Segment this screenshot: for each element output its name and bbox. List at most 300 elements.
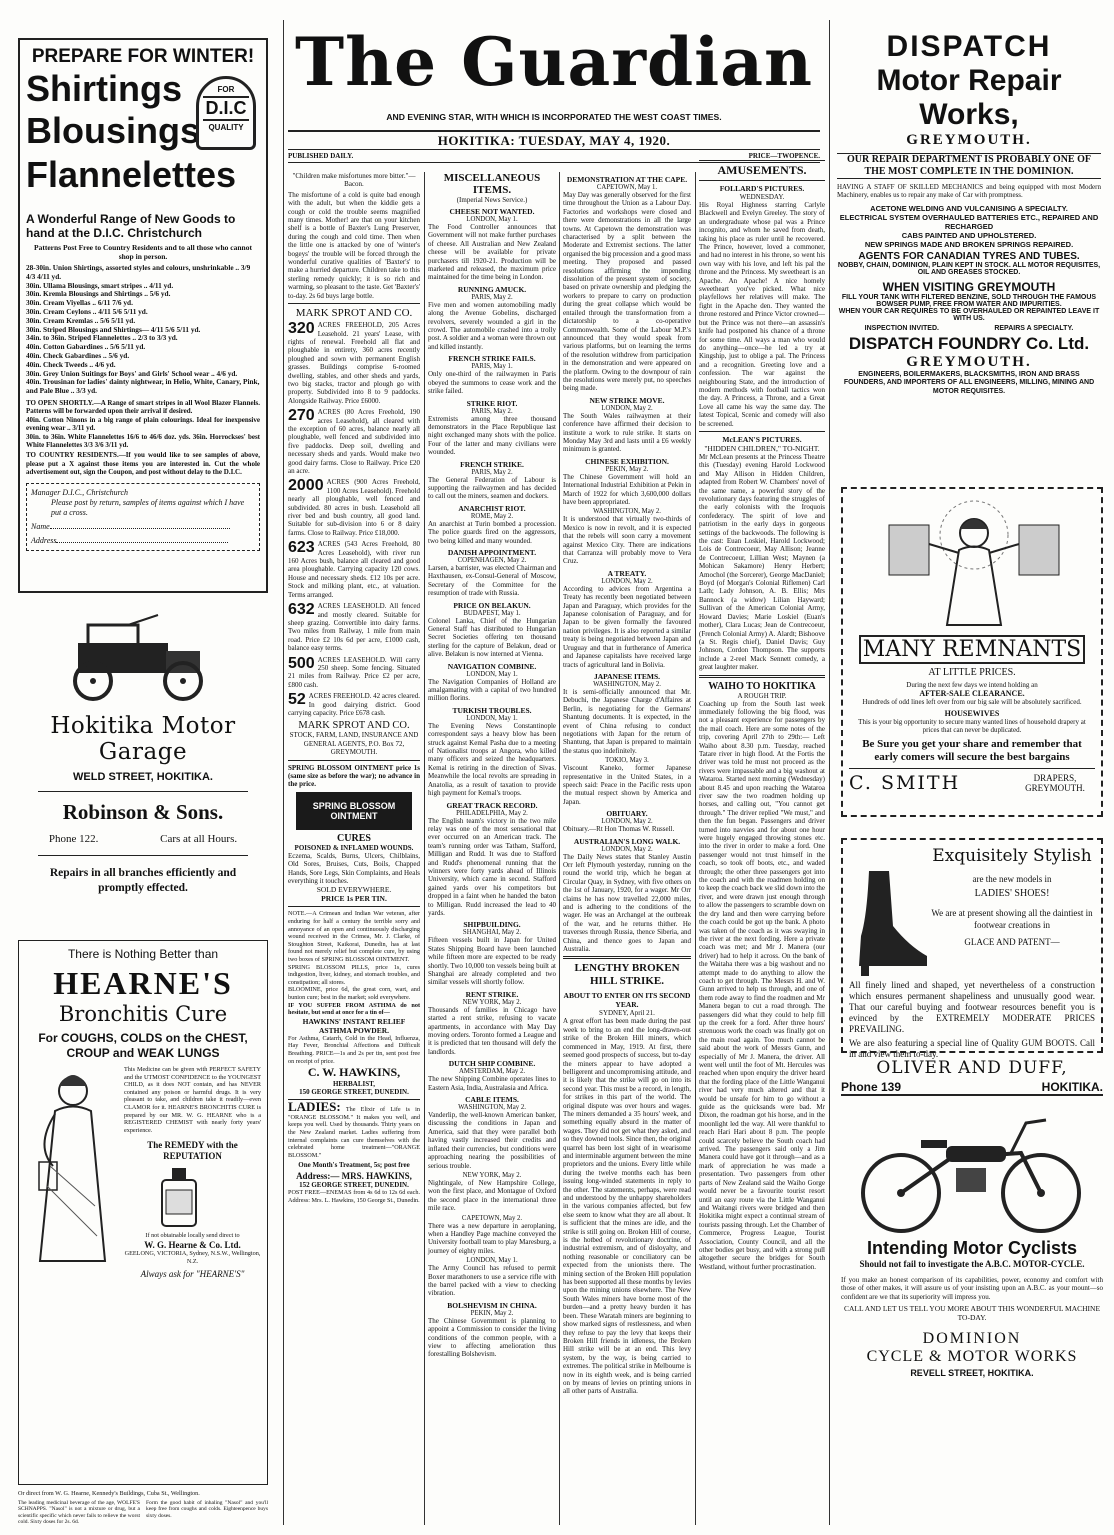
news-item [428,1059,556,1092]
hearne-order: Or direct from W. G. Hearne, Kennedy's Buildings, Cuba St., Wellington. [18,1490,200,1497]
dispatch-springs: NEW SPRINGS MADE AND BROKEN SPRINGS REPAIRED. [864,239,1074,249]
news-dateline: ROME, May 2. [470,512,514,520]
hawkins-body: For Asthma, Catarrh, Cold in the Head, Influenza, Hay Fever, Bronchial Affections and Difficult Breathing. PRICE—1s and 2s per tin, sent post free on receipt of price. [288,1034,420,1065]
news-text: It is semi-officially announced that Mr. Debuchi, the Japanese Charge d'Affaires at Berlin, is negotiating for the Germans' Shantung documents. It is expected, in the event of China refusing to conduct negotiations with Japan for the return of Shantung, that Japan is prepared to maintain the status quo indefinitely. [563,687,691,755]
bloomine-note: BLOOMINE, price 6d, the great corn, wart, and bunion cure; best in the market; sold everywhere. [288,986,420,1001]
news-item [563,175,691,393]
fullards-day: WEDNESDAY. [739,193,785,201]
land-listing [288,321,420,405]
news-dateline: LONDON, May 1. [466,216,518,223]
misc-service: (Imperial News Service.) [456,196,528,204]
dic-price-line: 40in. Check Gabardines .. 5/6 yd. [26,350,130,360]
news-item [428,460,556,501]
news-dateline: PARIS, May 2. [471,468,513,476]
news-dateline: BUDAPEST, May 1. [463,609,521,617]
news-text: Larsen, a barrister, was elected Chairman and Haxthausen, ex-Consul-General of Moscow, Secretary of the Committee for the resumption of trade with Russia. [428,563,556,598]
news-headline: BOLSHEVISM IN CHINA. [447,1300,537,1310]
baxter-quote: "Children make misfortunes more bitter."—Bacon. [292,172,416,189]
abc-address: REVELL STREET, HOKITIKA. [910,1368,1034,1379]
news-item [563,396,691,454]
lengthy-head: LENGTHY BROKEN HILL STRIKE. [574,962,680,988]
garage-advertisement [18,615,268,915]
dic-price-line: 30in. Striped Blousings and Shirtings— 4/11 5/6 5/11 yd. [26,324,201,334]
hearne-intro: There is Nothing Better than [67,947,219,961]
news-item [428,801,556,918]
dispatch-acetone: ACETONE WELDING AND VULCANISING A SPECIALTY. [870,203,1068,213]
news-headline: NAVIGATION COMBINE. [447,661,537,671]
land-acreage: 270 [288,407,315,425]
news-item [428,662,556,703]
sprot-title: MARK SPROT AND CO. [295,307,413,320]
dic-price-list [26,264,260,396]
news-text: Nightingale, of New Hampshire College, won the first place, and Montague of Oxford the second place in the international three mile race. [428,1178,556,1213]
smith-name: C. SMITH [849,771,961,794]
news-dateline: NEW YORK, May 2. [462,998,522,1006]
smith-drapers: DRAPERS, GREYMOUTH. [1025,772,1085,793]
abc-works: CYCLE & MOTOR WORKS [866,1348,1078,1366]
news-text: Viscount Kaneko, former Japanese representative in the United States, in a speech said: Peace in the Pacific rests upon the mutual respect shown by America and Japan. [563,764,691,806]
oliver-name: OLIVER AND DUFF, [876,1058,1068,1078]
dispatch-fill: FILL YOUR TANK WITH FILTERED BENZINE, SOLD THROUGH THE FAMOUS BOWSER PUMP, FREE FROM WATER AND IMPURITIES. [841,293,1097,308]
news-headline: CHINESE EXHIBITION. [585,456,669,466]
abc-call: CALL AND LET US TELL YOU MORE ABOUT THIS WONDERFUL MACHINE TO-DAY. [843,1304,1101,1323]
news-headline: RUNNING AMUCK. [457,284,527,294]
dic-country: TO COUNTRY RESIDENTS.—If you would like to see samples of above, please put a X against those items you are interested in. Cut the whole advertisement out, sign the Coupon, and post without delay to the D.I.C. [26,451,260,477]
dic-price-line: 30in. Cream Kremlas .. 5/6 5/11 yd. [26,315,136,325]
land-listing [288,692,420,717]
woman-illustration [25,1066,120,1279]
ladies-body: The Elixir of Life is in "ORANGE BLOSSOM." It makes you well, and keeps you well. Used by thousands. Thirty years on the New Zealand market. Ladies suffering from internal complaints can cure themselves with the celebrated home treatment—"ORANGE BLOSSOM." [288,1106,420,1159]
news-headline: CHEESE NOT WANTED. [449,207,535,216]
lengthy-text: A great effort has been made during the past week to bring to an end the long-drawn-out strike of the Broken Hill miners, which commenced in May, 1919. At first, there seemed good prospects of success, but to-day the miners appear to have adopted a belligerent and uncompromising attitude, and it is likely that the strike will go on into its second year. This must be a record, in length, for strikes in this part of the world. The original dispute was over hours and wages. The miners demanded a 35 hours' week, and something equally absurd in the matter of wages. They did not get what they asked, and so they downed tools. Since then, the original quarrel has been lost sight of in wearisome and interminable argument between the mine proprietors and the unions. Every little while during the twelve months each has been issuing long-winded statements in reply to the other. The statements, perhaps, were read and understood by the unhappy shareholders in the various companies affected, but few else seem to know what they are all about. It is sufficient that the mines are idle, and the strike is still going on. Broken Hill of course, is the hotbed of revolutionary doctrine, of industrial extremism, and of disloyalty, and nothing reasonable or conciliatory can be expected from the unionists there. The mining section of the Broken Hill population has been supported all these months by levies upon the mining unions elsewhere. The New South Wales miners have borne most of the burden—and a pretty heavy burden it has been. These Waratah miners are beginning to show marked signs of restlessness, and when they refuse to pay the levy that keeps their Broken Hill friends in idleness, the Broken Hill strike will be at an end. This levy system, by the way, is being carried to extremes. The political strike in Melbourne is now in its eighth week, and is being carried on by means of levies on printing unions in all other parts of Australia. [563,1017,691,1396]
dispatch-staff: HAVING A STAFF OF SKILLED MECHANICS and being equipped with most Modern Machinery, enables us to repair any make of Car with promptness. [837,183,1101,200]
car-illustration [48,615,268,705]
land-acreage: 52 [288,691,306,709]
oliver-glace: GLACE AND PATENT— [964,937,1060,947]
fullards-text: His Royal Highness starring Carlyle Blackwell and Evelyn Greeley. The story of an undergraduate whose pal was a Prince incognito, and whom he saved from death, taking his place as ruler until he recovered. The Prince, however, loved a commoner, and had no interest in his throne, so went his own way with his love, and left his pal the throne and the Princess. My sweetheart is an Apache. An Apache! A nice homely sweetheart you've picked. What nice playfellows her relatives will make. The fight in the Apache den. They wanted the throne restored and Prince Victor crowned—but the Prince was not there—an assassin's knife had postponed his chance of a throne for some time. All ways a man who would do anything—once—he led a try at Kingship, just to oblige a pal. The Princess and a recognition. Greeting love and a confession. The war against the neighbouring State, and the introduction of modern methods with football tactics won the day. A Princess, a Throne, and a Great Love all came his way the same day. The latest Topical, Scenic and comedy will also be screened. [699,201,825,428]
dic-price-line: 40in. Cotton Gabardines .. 5/6 5/11 yd. [26,342,146,352]
masthead-subtitle: AND EVENING STAR, WITH WHICH IS INCORPORATED THE WEST COAST TIMES. [386,112,722,122]
dic-range: A Wonderful Range of New Goods to hand at the D.I.C. Christchurch [26,212,236,240]
news-item [428,990,556,1056]
abc-body: If you make an honest comparison of its capabilities, power, economy and comfort with those of other makes, it will assure us of your insisting upon an A.B.C. as your mount—so confident are we that its superiority will impress you. [841,1276,1103,1301]
garage-phone: Phone 122. [48,833,99,845]
hearne-always: Always ask for "HEARNE'S" [140,1269,245,1280]
news-headline: FRENCH STRIKE FAILS. [448,354,536,364]
news-item [563,569,691,669]
dispatch-dept: OUR REPAIR DEPARTMENT IS PROBABLY ONE OF THE MOST COMPLETE IN THE DOMINION. [837,153,1101,179]
waiho-text: Coaching up from the South last week immediately following the big flood, was not a pleasant experience for passengers by the mail coach. Here are some notes of the trip, covering April 27th to 29th:— Left Waiho about 8.30 p.m. Tuesday, reached Tatare river in high flood. At the Fortis the driver was told he must not proceed as the rivers were impassable and a big washout at Wataroa. Started next morning (Wednesday) about 8.45 and upon reaching the Wataroa river saw the two roadmen holding up horses, and calling out, "You cannot get through." The driver replied "We must," and then the fun began. Passengers and driver turned into navvies and for about one hour were hugely engaged throwing stones etc. into the river in order to make a ford. One passenger would not trust himself in the coach, so took off boots, etc., and waded through; the other three passengers got into the coach and with the roadmen holding on to keep the coach back we slid down into the river, and were drawn just enough through to allow the passengers to scramble down on the dry land and then were carrying before the coach could be got up the bank. A photo was taken of the coach as it was swaying in the river at the next fording. Here a private coach was met; and Mr J. Manera (our driver) had to help it across. On the bank of the Waitaha there was a big washout and no attempt made to do anything to allow the coach to get through. The Messrs H. and W. Gunn arrived to help us through, and one of them rode away to find the roadmen and Mr Manera began to cut a road through. The passengers did what they could to help fill up the creek for a ford. After three hours' strenuous work the coach was finally got on the main road again. Too much cannot be said about the work of Messrs Gunn, and especially of Mr J. Manera, the driver. All went well until the foot of Mt. Hercules was reached when upon enquiry the driver heard that the fording place of the Little Wanganui river had very much altered and that it would be unsafe for him to go without a guide as the quicksands were bad. Mr Dixon, the roadman got his horse, and in the moonlight led the way. All were thankful to reach Hari Hari about 8 p.m. The people could scarcely believe the South coach had arrived. The passengers said only a Jim Manera could have got it through—and as a mark of appreciation he was made a presentation. Two passengers from other parts of New Zealand said the Waiho Gorge would never be a favourite tourist resort until an easy route via the Little Wanganui and Waitangi rivers were bridged and then Hokitika might expect a continual stream of tourists passing through. Let the Chamber of Commerce, Progress League, Tourist Association, County Council, and all the other bodies get busy, and with a strong pull altogether secure the bridges for South Westland, without further procrastination. [699,699,825,1271]
land-acreage: 500 [288,654,315,672]
dic-advertisement [18,38,268,593]
abc-sub: Should not fail to investigate the A.B.C. MOTOR-CYCLE. [859,1259,1085,1269]
news-item [428,285,556,351]
news-text: Thousands of families in Chicago have started a rent strike, refusing to vacate apartments, in accordance with May Day moving orders. Toronto formed a League and it is predicted that ten thousand will defy the landlords. [428,1005,556,1056]
dispatch-advertisement [837,30,1101,396]
hearne-body: This Medicine can be given with PERFECT SAFETY and the UTMOST CONFIDENCE to the YOUNGEST CHILD, as it does NOT contain, and has NEVER contained any poison or harmful drugs. It is very pleasant to take, and children take it readily—even CLAMOR for it. HEARNE'S BRONCHITIS CURE is prepared by our MR. W. G. HEARNE who is a REGISTERED CHEMIST with nearly forty years' experience. [124,1066,261,1134]
news-headline: ANARCHIST RIOT. [458,503,526,513]
hawkins-relief: HAWKINS' INSTANT RELIEF ASTHMA POWDER. [302,1016,406,1035]
news-item [563,757,691,806]
coupon-address-field[interactable] [56,542,228,543]
coupon-name-field[interactable] [50,528,230,529]
oliver-phone: Phone 139 [841,1080,902,1094]
oliver-town: HOKITIKA. [1041,1080,1103,1094]
coupon-text: Please post by return, samples of items against which I have put a cross. [51,497,245,517]
dic-item-flannelettes: Flannelettes [26,154,237,195]
misc-items [428,207,556,1359]
oliver-are: are the new models in [972,874,1052,884]
hearne-advertisement [18,940,268,1485]
news-text: There was a new departure in aeroplaning, when a Handley Page machine conveyed the University football team to play Maresburg, a journey of eighty miles. [428,1221,556,1255]
smith-advertisement [841,487,1103,817]
news-text: The Chinese Government will hold an International Industrial Exhibition at Pekin in March of 1922 for which 3,600,000 dollars have been appropriated. [563,472,691,506]
coupon-to: Manager D.I.C., Christchurch [31,487,129,497]
news-text: Colonel Lanka, Chief of the Hungarian General Staff has distributed to Hungarian Secret Societies offering ten thousand sterling for the capture of Belakun, dead or alive. Belakun is now interned at Vienna. [428,616,556,659]
dispatch-specialty: REPAIRS A SPECIALTY. [994,324,1074,332]
land-description: ACRES LEASEHOLD. All fenced and mostly cleared. Suitable for sheep grazing. Convertible into dairy farms. Two miles from Railway, 1 mile from main road. Price £2 10s 6d per acre, £1000 cash, balance easy terms. [288,602,420,653]
news-dateline: WASHINGTON, May 2. [593,680,661,688]
dic-opening: TO OPEN SHORTLY.—A Range of smart stripes in all Wool Blazer Flannels. Patterns will be forwarded upon their arrival if desired. [26,398,260,416]
news-item [428,706,556,798]
mcleans-head: McLEAN'S PICTURES. [722,434,802,444]
news-dateline: LONDON, May 2. [601,818,653,826]
dic-badge-bottom: QUALITY [208,123,244,132]
land-listing [288,408,420,475]
dic-headline: PREPARE FOR WINTER! [31,46,255,67]
ointment-banner-text: SPRING BLOSSOM OINTMENT [312,800,396,821]
land-acreage: 623 [288,539,315,557]
land-description: ACRES (543 Acres Freehold, 80 Acres Leasehold), with river run 160 Acres bush, balance all cleared and good area ploughable. Carrying capacity 120 cows. House and necessary sheds. £12 10s per acre. Stock and milking plant, etc., at valuation. Terms arranged. [288,540,420,599]
hawkins-name: C. W. HAWKINS, [307,1065,401,1080]
masthead-title: The Guardian [295,23,813,101]
smith-after: AFTER-SALE CLEARANCE. [919,689,1025,699]
sprot-title-2: MARK SPROT AND CO. [298,720,410,732]
dic-price-line: 40in. Trousinan for ladies' dainty nightwear, in Helio, White, Canary, Pink, and Pale Blue .. 3/3 yd. [26,377,260,396]
news-text: Extremists among three thousand demonstrators in the Place Republique last night exchanged many shots with the police. Four of the latter and many civilians were wounded. [428,414,556,457]
column-3 [428,172,556,1532]
land-description: ACRES FREEHOLD, 205 Acres Leasehold. 21 years' Lease, with rights of renewal. Freehold all flat and ploughable in entirety, 360 acres recently ploughed and sown with permanent English grasses. Buildings comprise 6-roomed dwelling, stables, and other sheds and yards, two big stacks, tractor and plough go with property. Subdivided into 8 to 9 paddocks. Alongside Railway. Price £6000. [288,321,420,405]
hearne-address: GEELONG, VICTORIA, Sydney, N.S.W., Wellington, N.Z. [124,1249,261,1265]
coupon-address-label: Address [31,535,57,545]
news-text: Five men and women automobiling madly along the Avenue Gobelins, discharged revolvers, severely wounded a girl in the crowd. The automobile crashed into a trolly post. A soldier and a woman were thrown out and killed instantly. [428,300,556,351]
news-text: It is understood that virtually two-thirds of Mexico is now in revolt, and it is expected that the rebels will soon carry a movement against Mexico City. There are indications that Carranza will probably move to Vera Cruz. [563,515,691,566]
land-description: ACRES FREEHOLD. 42 acres cleared. In good dairying district. Good carrying capacity. Price £678 cash. [288,692,420,717]
amusements-head: AMUSEMENTS. [699,160,825,181]
column-5 [699,160,825,1532]
ointment-banner [296,792,412,830]
oliver-head: Exquisitely Stylish [932,846,1092,866]
fullards-head: FOLLARD'S PICTURES. [719,184,805,193]
news-text: According to advices from Argentina a Treaty has recently been negotiated between Japan and Paraguay, which provides for the Japanese colonisation of Paraguay, and for Japan to be given formally the favoured nation privileges. It is also reported a similar treaty is being negotiated between Japan and Uruguay and that in furtherance of America and Japanese capitalists have received large tracts of agricultural land in Bolivia. [563,584,691,669]
lengthy-sub: ABOUT TO ENTER ON ITS SECOND YEAR. [563,991,691,1010]
ladies-label: LADIES: [288,1099,341,1115]
news-dateline: LONDON, May 2. [601,577,653,585]
news-dateline: COPENHAGEN, May 2. [457,556,527,564]
abc-head: Intending Motor Cyclists [866,1238,1077,1258]
news-dateline: PARIS, May 1. [471,363,513,371]
land-listing [288,540,420,599]
news-dateline: PARIS, May 2. [471,293,513,301]
news-dateline: LONDON, May 1. [466,670,518,678]
smith-illustration [889,495,1095,635]
news-headline: CABLE ITEMS. [465,1095,519,1105]
shoe-illustration [849,866,929,976]
news-text: The South Wales railwaymen at their conference have affirmed their decision to institute a work to rule strike. It starts on Monday May 3rd and lasts until a £6 weekly minimum is granted. [563,411,691,454]
news-dateline: PEKIN, May 2. [605,465,649,473]
dic-horrocks: 30in. to 36in. White Flannelettes 16/6 to 46/6 doz. yds. 36in. Horrockses' best White Flannelettes 3/3 3/6 3/11 yd. [26,432,260,449]
dispatch-town: GREYMOUTH. [906,132,1032,148]
land-listing [288,478,420,537]
dic-price-line: 34in. to 36in. Striped Flannelettes .. 2/3 to 3/3 yd. [26,333,178,343]
column-1 [6,0,276,1535]
waiho-head: WAIHO TO HOKITIKA [708,680,816,692]
foundry-town: GREYMOUTH. [906,353,1032,370]
news-item [428,601,556,659]
news-text: The Army Council has refused to permit Boxer marathoners to use a service rifle with the barrel packed with a view to checking vibration. [428,1264,556,1298]
news-headline: DANISH APPOINTMENT. [447,547,537,557]
smith-head: MANY REMNANTS [859,635,1085,664]
news-text: Obituary.—Rt Hon Thomas W. Russell. [563,825,675,834]
dispatch-overhaul: WHEN YOUR CAR REQUIRES TO BE OVERHAULED OR REPAINTED LEAVE IT WITH US. [838,307,1100,322]
dic-price-line: 30in. Ullama Blousings, smart stripes .. 4/11 yd. [26,280,174,290]
dic-price-line: 30in. Cream Ceylons .. 4/11 5/6 5/11 yd. [26,306,148,316]
news-item [428,1301,556,1359]
news-text: The General Federation of Labour is supporting the railwaymen and has decided to call out the miners, seamen and dockers. [428,475,556,501]
news-item [428,1172,556,1213]
asthma-note: IF YOU SUFFER FROM ASTHMA do not hesitate, but send at once for a tin of— [288,1001,420,1017]
sold-everywhere: SOLD EVERYWHERE. [316,885,392,895]
news-dateline: PEKIN, May 2. [470,1309,514,1317]
dispatch-visit: WHEN VISITING GREYMOUTH [882,279,1056,294]
land-acreage: 632 [288,601,315,619]
news-dateline: PARIS, May 2. [471,407,513,415]
smith-house-text: This is your big opportunity to secure many wanted lines of household drapery at prices that can never be duplicated. [858,717,1086,735]
news-text: The Navigation Companies of Holland are amalgamating with a capital of two hundred million florins. [428,677,556,703]
land-description: ACRES (900 Acres Freehold, 1100 Acres Leasehold). Freehold nearly all ploughable, well fenced and subdivided. 80 acres in bush. Leasehold all river bed and bush country, all good land. Suitable for sub-division into 6 or 8 dairy farms. Close to Railway. Price £18,000. [288,478,420,537]
news-item [428,399,556,457]
news-text: The Food Controller announces that Government will not make further purchases of cheese. All Australian and New Zealand cheese will be available for private purchasers till 1920-21. Production will be marketed and released, the maximum price maintained for the time being in London. [428,223,556,282]
dispatch-cabs: CABS PAINTED AND UPHOLSTERED. [901,230,1037,240]
land-acreage: 320 [288,320,315,338]
news-dateline: LONDON, May 2. [601,404,653,412]
news-item [563,809,691,833]
month-treatment: One Month's Treatment, 5s; post free [298,1161,410,1170]
oliver-advertisement [841,838,1103,1059]
land-acreage: 2000 [288,477,324,495]
dic-price-line: 30in. Kremla Blousings and Shirtings .. 5/6 yd. [26,289,171,299]
news-headline: GREAT TRACK RECORD. [446,800,538,810]
dic-ninons: 40in. Cotton Ninons in a big range of plain colourings. Ideal for inexpensive evening wear .. 3/11 yd. [26,415,260,433]
dic-patterns: Patterns Post Free to Country Residents and to all those who cannot shop in person. [34,243,252,261]
news-item [428,1095,556,1170]
news-dateline: AMSTERDAM, May 2. [458,1068,526,1076]
waiho-sub: A ROUGH TRIP. [737,691,787,700]
hearne-for: For COUGHS, COLDS on the CHEST, CROUP and WEAK LUNGS [38,1031,248,1060]
news-item [563,508,691,565]
masthead-price: PRICE—TWOPENCE. [748,152,820,160]
news-text: Fifteen vessels built in Japan for United States Shipping Board have been launched while fifteen more are expected to be ready shortly. Two 10,000 ton vessels being built at Shanghai are already completed and two similar vessels will shortly follow. [428,936,556,987]
dispatch-electrical: ELECTRICAL SYSTEM OVERHAULED BATTERIES ETC., REPAIRED AND RECHARGED [839,212,1099,231]
news-item [428,207,556,282]
land-listings [288,321,420,717]
news-headline: PRICE ON BELAKUN. [453,600,531,610]
news-text: The English team's victory in the two mile relay was one of the most sensational that ever occurred on an American track. The team's running order was Tatham, Stafford, Milligan and Rudd. It was due to Stafford and Rudd's phenomenal running that the winners were forty yards ahead of Illinois University, which came in second. Stafford gained yards over his competitors but dropped in a faint when he handed the baton to Milligan. Rudd increased the lead to 40 yards. [428,816,556,917]
bottle-illustration [154,1168,261,1228]
misc-head: MISCELLANEOUS ITEMS. [443,172,541,196]
spring-blossom-notice: SPRING BLOSSOM OINTMENT price 1s (same size as before the war); no advance in the price. [288,763,420,789]
news-item [428,920,556,986]
hidden-text: Mr McLean presents at the Princess Theatre this (Tuesday) evening Harold Lockwood and May Allison in Hidden Children, adapted from Robert W. Chambers' novel of the same name, a powerful story of the revolutionary days featuring the struggles of the early colonists with the Iroquois confederacy. The spirit of love and patriotism in the early days in gorgeous settings of the backwoods. The following is the cast: Euan Loskiel, Harold Lockwood; Lois de Contrecoeur, May Allison; Jeanne de Contrecoeur, Lillian West; Maynen (a Mohican Sakamore) Henry Herbert; Amochol (the Sorcerer), George MacDaniel; Boyd (of Morgan's Colonial Riflemen) Carl Lath; Lady Johnson, A. B. Ellis; Mrs Bannock (a widow) Lilian Hayward; Sullivan of the American Colonial Army, Howard Davies; Marie Loskiel (Euan's mother), Clara Lucas; Jean de Contrecoeur, (French Colonial Army) A. Alardt; Bishoove (a St. Regis chief), Daniel Davis; Guy Johnson, Cordon Thompson. The supports include a 2-reel Mack Sennett comedy, a great laughter maker. [699,452,825,672]
mrs-hawkins: Address:— MRS. HAWKINS, [296,1171,412,1182]
news-headline: RENT STRIKE. [465,989,519,999]
dispatch-agents: AGENTS FOR CANADIAN TYRES AND TUBES. [858,250,1080,262]
news-item [428,1257,556,1298]
land-description: ACRES (80 Acres Freehold, 190 acres Leasehold), all cleared with the exception of 60 acres, balance nearly all ploughable, well fenced and subdivided into five paddocks. Deep soil, dwelling and necessary sheds and yards. Would make two good dairy farms. Close to Railway. Price £20 an acre. [288,408,420,475]
hearne-product: Bronchitis Cure [58,1002,228,1026]
news-item [428,354,556,395]
news-headline: DUTCH SHIP COMBINE. [448,1059,536,1069]
news-item [428,504,556,545]
column-4 [563,172,691,1532]
news-headline: FRENCH STRIKE. [460,459,524,469]
news-headline: AUSTRALIAN'S LONG WALK. [573,836,681,846]
masthead [288,14,820,164]
news-dateline: WASHINGTON, May 2. [458,1104,526,1112]
cures-sub: POISONED & INFLAMED WOUNDS. [294,843,414,852]
news-text: An anarchist at Turin bombed a procession. The police guards fired on the aggressors, two being killed and many wounded. [428,519,556,545]
oliver-gum: We are also featuring a special line of Quality GUM BOOTS. Call in and view them to-day. [849,1038,1095,1059]
garage-hours: Cars at all Hours. [160,833,238,845]
dic-price-line: 30in. Cream Viyellas .. 6/11 7/6 yd. [26,298,133,308]
news-headline: NEW STRIKE MOVE. [589,395,665,405]
hawkins-address: 150 GEORGE STREET, DUNEDIN. [299,1088,409,1097]
garage-street: WELD STREET, HOKITIKA. [73,771,213,783]
news-headline: OBITUARY. [606,809,648,819]
masthead-published: PUBLISHED DAILY. [288,152,354,160]
news-item [563,457,691,507]
news-item [563,672,691,755]
news-text: Vanderlip, the well-known American banker, discussing the conditions in Japan and America, said that they were parallel both having vastly increased their credits and inflated their currencies, but conditions were approaching nearing the possibilities of serious trouble. [428,1111,556,1170]
smith-during: During the next few days we intend holding an [906,681,1038,689]
smith-housewives: HOUSEWIVES [944,708,1000,718]
ointment-price: PRICE 1s PER TIN. [321,894,387,904]
hearne-remedy: The REMEDY with the REPUTATION [147,1140,238,1162]
dic-badge [196,76,256,150]
news-text: The Chinese Government is planning to appoint a Commission to consider the living conditions of the common people, with a view to affecting amelioration thus forestalling Bolshevism. [428,1316,556,1359]
news-headline: A TREATY. [607,568,647,578]
news-headline: TURKISH TROUBLES. [452,705,532,715]
oliver-present: We are at present showing all the daintiest in footwear creations in [931,908,1093,930]
news-text: The new Shipping Combine operates lines to Eastern Asia, India, Australasia and Africa. [428,1075,556,1092]
news-headline: JAPANESE ITEMS. [593,671,661,681]
dic-item-shirtings: Shirtings [26,68,183,109]
news-dateline: LONDON, May 2. [601,845,653,853]
news-dateline: TOKIO, May 3. [605,757,649,765]
lengthy-dateline: SYDNEY, April 21. [599,1009,655,1018]
news-headline: DEMONSTRATION AT THE CAPE. [566,175,688,184]
coupon-name-label: Name [31,521,50,531]
cures-head: CURES [337,832,371,844]
garage-repairs: Repairs in all branches efficiently and promptly effected. [49,867,237,894]
hearne-firm: W. G. Hearne & Co. Ltd. [144,1239,241,1250]
nasol-notice: Form the good habit of inhaling "Nasol" and you'll keep free from coughs and colds. Eighteenpence buys sixty doses. [146,1500,268,1519]
veteran-note: NOTE.—A Crimean and Indian War veteran, after enduring for half a century the terrible sorry and annoyance of an open and continuously discharging wound received in the Crimea, Mr. J. Clarke, of Stoughton Street, Kaikorai, Dunedin, has at last found not merely relief but complete cure, by using two boxes of SPRING BLOSSOM OINTMENT. [288,910,420,963]
abc-advertisement [841,1108,1103,1378]
dic-price-line: 30in. Grey Union Suitings for Boys' and Girls' School wear .. 4/6 yd. [26,368,238,378]
cures-body: Eczema, Scalds, Burns, Ulcers, Chilblains, Old Sores, Bruises, Cuts, Boils, Chapped Hands, Sore Legs, Skin Complaints, and Heals everything it touches. [288,851,420,886]
news-dateline: NEW YORK, May 2. [462,1171,522,1179]
col4-items [563,175,691,953]
news-headline: STRIKE RIOT. [466,398,518,408]
dispatch-sub: Motor Repair Works, [876,64,1062,131]
masthead-dateline: HOKITIKA: TUESDAY, MAY 4, 1920. [437,133,671,148]
smith-sub: AT LITTLE PRICES. [928,667,1016,678]
sprot-tagline: STOCK, FARM, LAND, INSURANCE AND GENERAL AGENTS, P.O. Box 72, GREYMOUTH. [289,731,419,757]
land-description: ACRES LEASEHOLD. Will carry 250 sheep. Some fencing. Situated 21 miles from Railway. Price £2 per acre, £800 cash. [288,655,420,689]
news-text: May Day was generally observed for the first time throughout the Union as a Labour Day. Factories and workshops were closed and there were demonstrations in all the large towns. At Capetown the demonstration was characterised by a split between the Moderate and Extremist sections. The latter organised the big procession and a good mass meeting. They proposed and passed resolutions affirming the impending dissolution of the present system of society, based on private ownership and pledging the workers to prepare to carry on production during the great collapse which would be entailed through the transformation from a dictatorship to a co-operative Commonwealth. Some of the Labour M.P.'s announced that they would speak from various platforms, but on learning the terms of the resolution withdrew from participation in the demonstration and were appeared on the platform. Owing to the downpour of rain the resolutions were merely put, no speeches being made. [563,191,691,393]
dispatch-invited: INSPECTION INVITED. [864,324,939,332]
oliver-lined: All finely lined and shaped, yet nevertheless of a construction which ensures permanent shapeliness and unusually good wear. That our careful buying and footwear resources benefit you is evinced by the EXTREMELY MODERATE PRICES PREVAILING. [849,980,1095,1034]
motorcycle-illustration [851,1108,1103,1238]
news-text: The Daily News states that Stanley Austin Orr left Plymouth yesterday, running on the round the world trip, which he began at Circular Quay, in Sydney, with five others on the 1st of January, 1920, for a wager. Mr Orr claims he has now travelled 22,000 miles, and is adhering to the conditions of the wager. He was an Archangel at the outbreak of the war, and he returns thither. He traverses through Russia, thence Siberia, and China, and thence goes to Japan and Australia. [563,852,691,954]
news-item [428,548,556,598]
news-dateline: CAPETOWN, May 1. [596,184,658,191]
news-dateline: WASHINGTON, May 2. [593,508,661,516]
schnapps-notice: The leading medicinal beverage of the age, WOLFE'S SCHNAPPS. "Nasol" is not a mixture or drug, but a scientific specific which never fails to relieve the worst cold. Sixty doses for 2s. 6d. [18,1500,140,1526]
news-headline: SHIPBUILDING. [463,920,521,930]
smith-hundreds: Hundreds of odd lines left over from our big sale will be absolutely sacrificed. [862,698,1082,707]
garage-owners: Robinson & Sons. [62,800,224,824]
foundry-name: DISPATCH FOUNDRY Co. Ltd. [848,333,1090,353]
news-item [428,1215,556,1256]
hearne-obtainable: If not obtainable locally send direct to [145,1232,240,1240]
news-item [563,837,691,954]
oliver-shoes: LADIES' SHOES! [974,888,1050,899]
dic-coupon[interactable] [26,483,260,551]
column-2 [288,172,420,1532]
dic-badge-logo: D.I.C [203,96,249,121]
land-listing [288,656,420,690]
dic-price-line: 28-30in. Union Shirtings, assorted styles and colours, unshrinkable .. 3/9 4/3 4/11 yd. [26,263,251,281]
smith-besure: Be Sure you get your share and remember that early comers will secure the best bargains [862,737,1082,763]
hidden-head: "HIDDEN CHILDREN," TO-NIGHT. [704,443,820,453]
pills-note: SPRING BLOSSOM PILLS, price 1s, cures indigestion, liver, kidney, and stomach troubles, and constipation; all stores. [288,963,420,986]
news-text: Only one-third of the railwaymen in Paris obeyed the summons to cease work and the strike failed. [428,370,556,396]
dic-badge-top: FOR [217,85,235,94]
dispatch-brands: NOBBY, CHAIN, DOMINION, PLAIN KEPT IN STOCK. ALL MOTOR REQUISITES, OIL AND GREASES STOCKED. [837,261,1101,276]
news-dateline: LONDON, May 1. [466,714,518,722]
dic-price-line: 40in. Check Tweeds .. 4/6 yd. [26,359,116,369]
dispatch-title: DISPATCH [886,30,1052,63]
dic-item-blousings: Blousings [26,110,201,151]
baxter-body: The misfortune of a cold is quite bad enough with the adult, but when the kiddie gets a cough or cold the trouble seems magnified many times. Mother! are that on your kitchen shelf is a bottle of Baxter's Lung Preserver, during the cough and cold time. Then when the little one is attacked by one of 'winter's bogeys' the trouble will be forced through the wonderful curative qualities of 'Baxter's' to make a hurried departure. Children take to this sterling remedy quickly; it is so rich and warming, so pleasant to the taste. Get 'Baxter's' to-day. 2s 6d buys large bottle. [288,190,420,300]
enemas-note: POST FREE—ENEMAS from 4s 6d to 12s 6d each. Address: Mrs. L. Hawkins, 150 George St., Dunedin. [288,1189,420,1204]
news-dateline: LONDON, May 1. [466,1257,518,1265]
mrs-hawkins-address: 152 GEORGE STREET, DUNEDIN. [299,1181,409,1190]
abc-dominion: DOMINION [922,1330,1022,1348]
news-dateline: PHILADELPHIA, May 2. [456,809,528,817]
hearne-name: HEARNE'S [53,965,233,1001]
news-dateline: SHANGHAI, May 2. [462,929,522,937]
garage-name: Hokitika Motor Garage [50,713,236,765]
news-text: The Evening News Constantinople correspondent says a heavy blow has been struck against Kemal Pasha due to a meeting of Nationalist troops at Angora, who killed many officers and seized the headquarters. Kemal is retiring in the direction of Sivas. Meanwhile the local revolts are spreading in Anatolia, as a result of taxation to provide high payment for Kemal's troops. [428,721,556,798]
news-dateline: CAPETOWN, May 2. [461,1214,523,1222]
hawkins-herbalist: HERBALIST, [332,1080,376,1089]
column-6 [833,0,1108,1535]
foundry-trades: ENGINEERS, BOILERMAKERS, BLACKSMITHS, IRON AND BRASS FOUNDERS, AND IMPORTERS OF ALL ENGINEERS, MILLING, MINING AND MOTOR REQUISITES. [843,370,1095,395]
land-listing [288,602,420,652]
